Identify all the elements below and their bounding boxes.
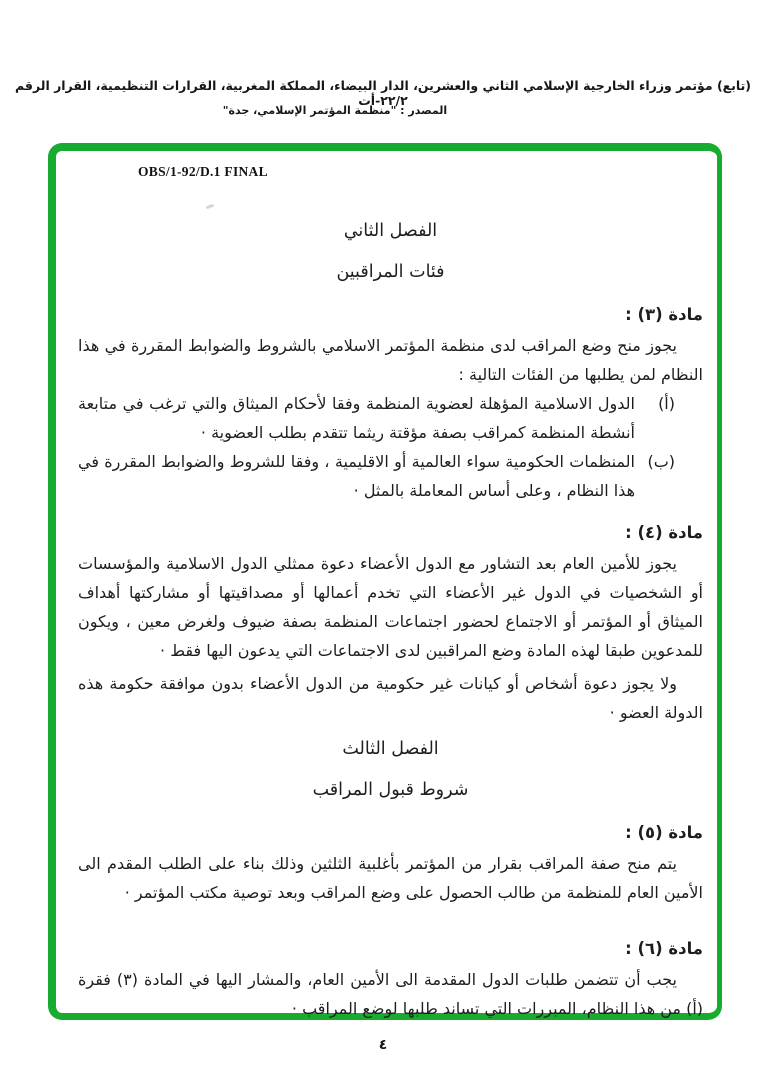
article-4-paragraph-2: ولا يجوز دعوة أشخاص أو كيانات غير حكومية من الدول الأعضاء بدون موافقة حكومة هذه الدولة العضو · (78, 674, 703, 722)
header-citation: (تابع) مؤتمر وزراء الخارجية الإسلامي الثاني والعشرين، الدار البيضاء، المملكة المغربية، القرارات التنظيمية، القرار الرقم ٢٢/٢-أت (14, 78, 751, 108)
document-body (78, 151, 703, 1023)
list-item (78, 447, 703, 505)
article-3-heading: مادة (٣) : (625, 305, 703, 324)
article-5-heading: مادة (٥) : (625, 823, 703, 842)
list-item-text: الدول الاسلامية المؤهلة لعضوية المنظمة وفقا لأحكام الميثاق والتي ترغب في متابعة أنشطة المنظمة كمراقب بصفة مؤقتة ريثما تتقدم بطلب العضوية · (78, 394, 635, 442)
article-6-paragraph: يجب أن تتضمن طلبات الدول المقدمة الى الأمين العام، والمشار اليها في المادة (٣) فقرة (أ) من هذا النظام، المبررات التي تساند طلبها لوضع المراقب · (78, 970, 703, 1018)
article-6-heading: مادة (٦) : (625, 939, 703, 958)
chapter-three-subtitle: شروط قبول المراقب (312, 780, 469, 800)
article-3-intro: يجوز منح وضع المراقب لدى منظمة المؤتمر الاسلامي بالشروط والضوابط المقررة في هذا النظام لمن يطلبها من الفئات التالية : (78, 336, 703, 384)
list-item-text: المنظمات الحكومية سواء العالمية أو الاقليمية ، وفقا للشروط والضوابط المقررة في هذا النظام ، وعلى أساس المعاملة بالمثل · (78, 452, 635, 500)
green-highlight-frame (48, 143, 722, 1020)
document-reference: OBS/1-92/D.1 FINAL (138, 164, 268, 179)
page-number: ٤ (378, 1037, 388, 1053)
header-source: المصدر : "منظمة المؤتمر الإسلامي، جدة" (222, 104, 448, 117)
chapter-two-subtitle: فئات المراقبين (336, 262, 445, 282)
article-4-paragraph-1: يجوز للأمين العام بعد التشاور مع الدول الأعضاء دعوة ممثلي الدول الاسلامية والمؤسسات أو الشخصيات في الدول غير الأعضاء التي تخدم أعمالها أو مصداقيتها أو مشاركتها أهداف الميثاق أو المؤتمر أو الاجتماع لحضور اجتماعات المنظمة بصفة ضيوف ولغرض معين ، ويكون للمدعوين طبقا لهذه المادة وضع المراقبين لدى الاجتماعات التي يدعون اليها فقط · (78, 554, 703, 660)
list-item-marker: (أ) (658, 394, 675, 413)
article-4-heading: مادة (٤) : (625, 523, 703, 542)
list-item-marker: (ب) (647, 452, 675, 471)
article-5-paragraph: يتم منح صفة المراقب بقرار من المؤتمر بأغلبية الثلثين وذلك بناء على الطلب المقدم الى الأمين العام للمنظمة من طالب الحصول على وضع المراقب وبعد توصية مكتب المؤتمر · (78, 854, 703, 902)
list-item (78, 389, 703, 447)
chapter-two-title: الفصل الثاني (343, 221, 438, 241)
article-3-list (78, 389, 703, 505)
chapter-three-title: الفصل الثالث (342, 739, 439, 759)
